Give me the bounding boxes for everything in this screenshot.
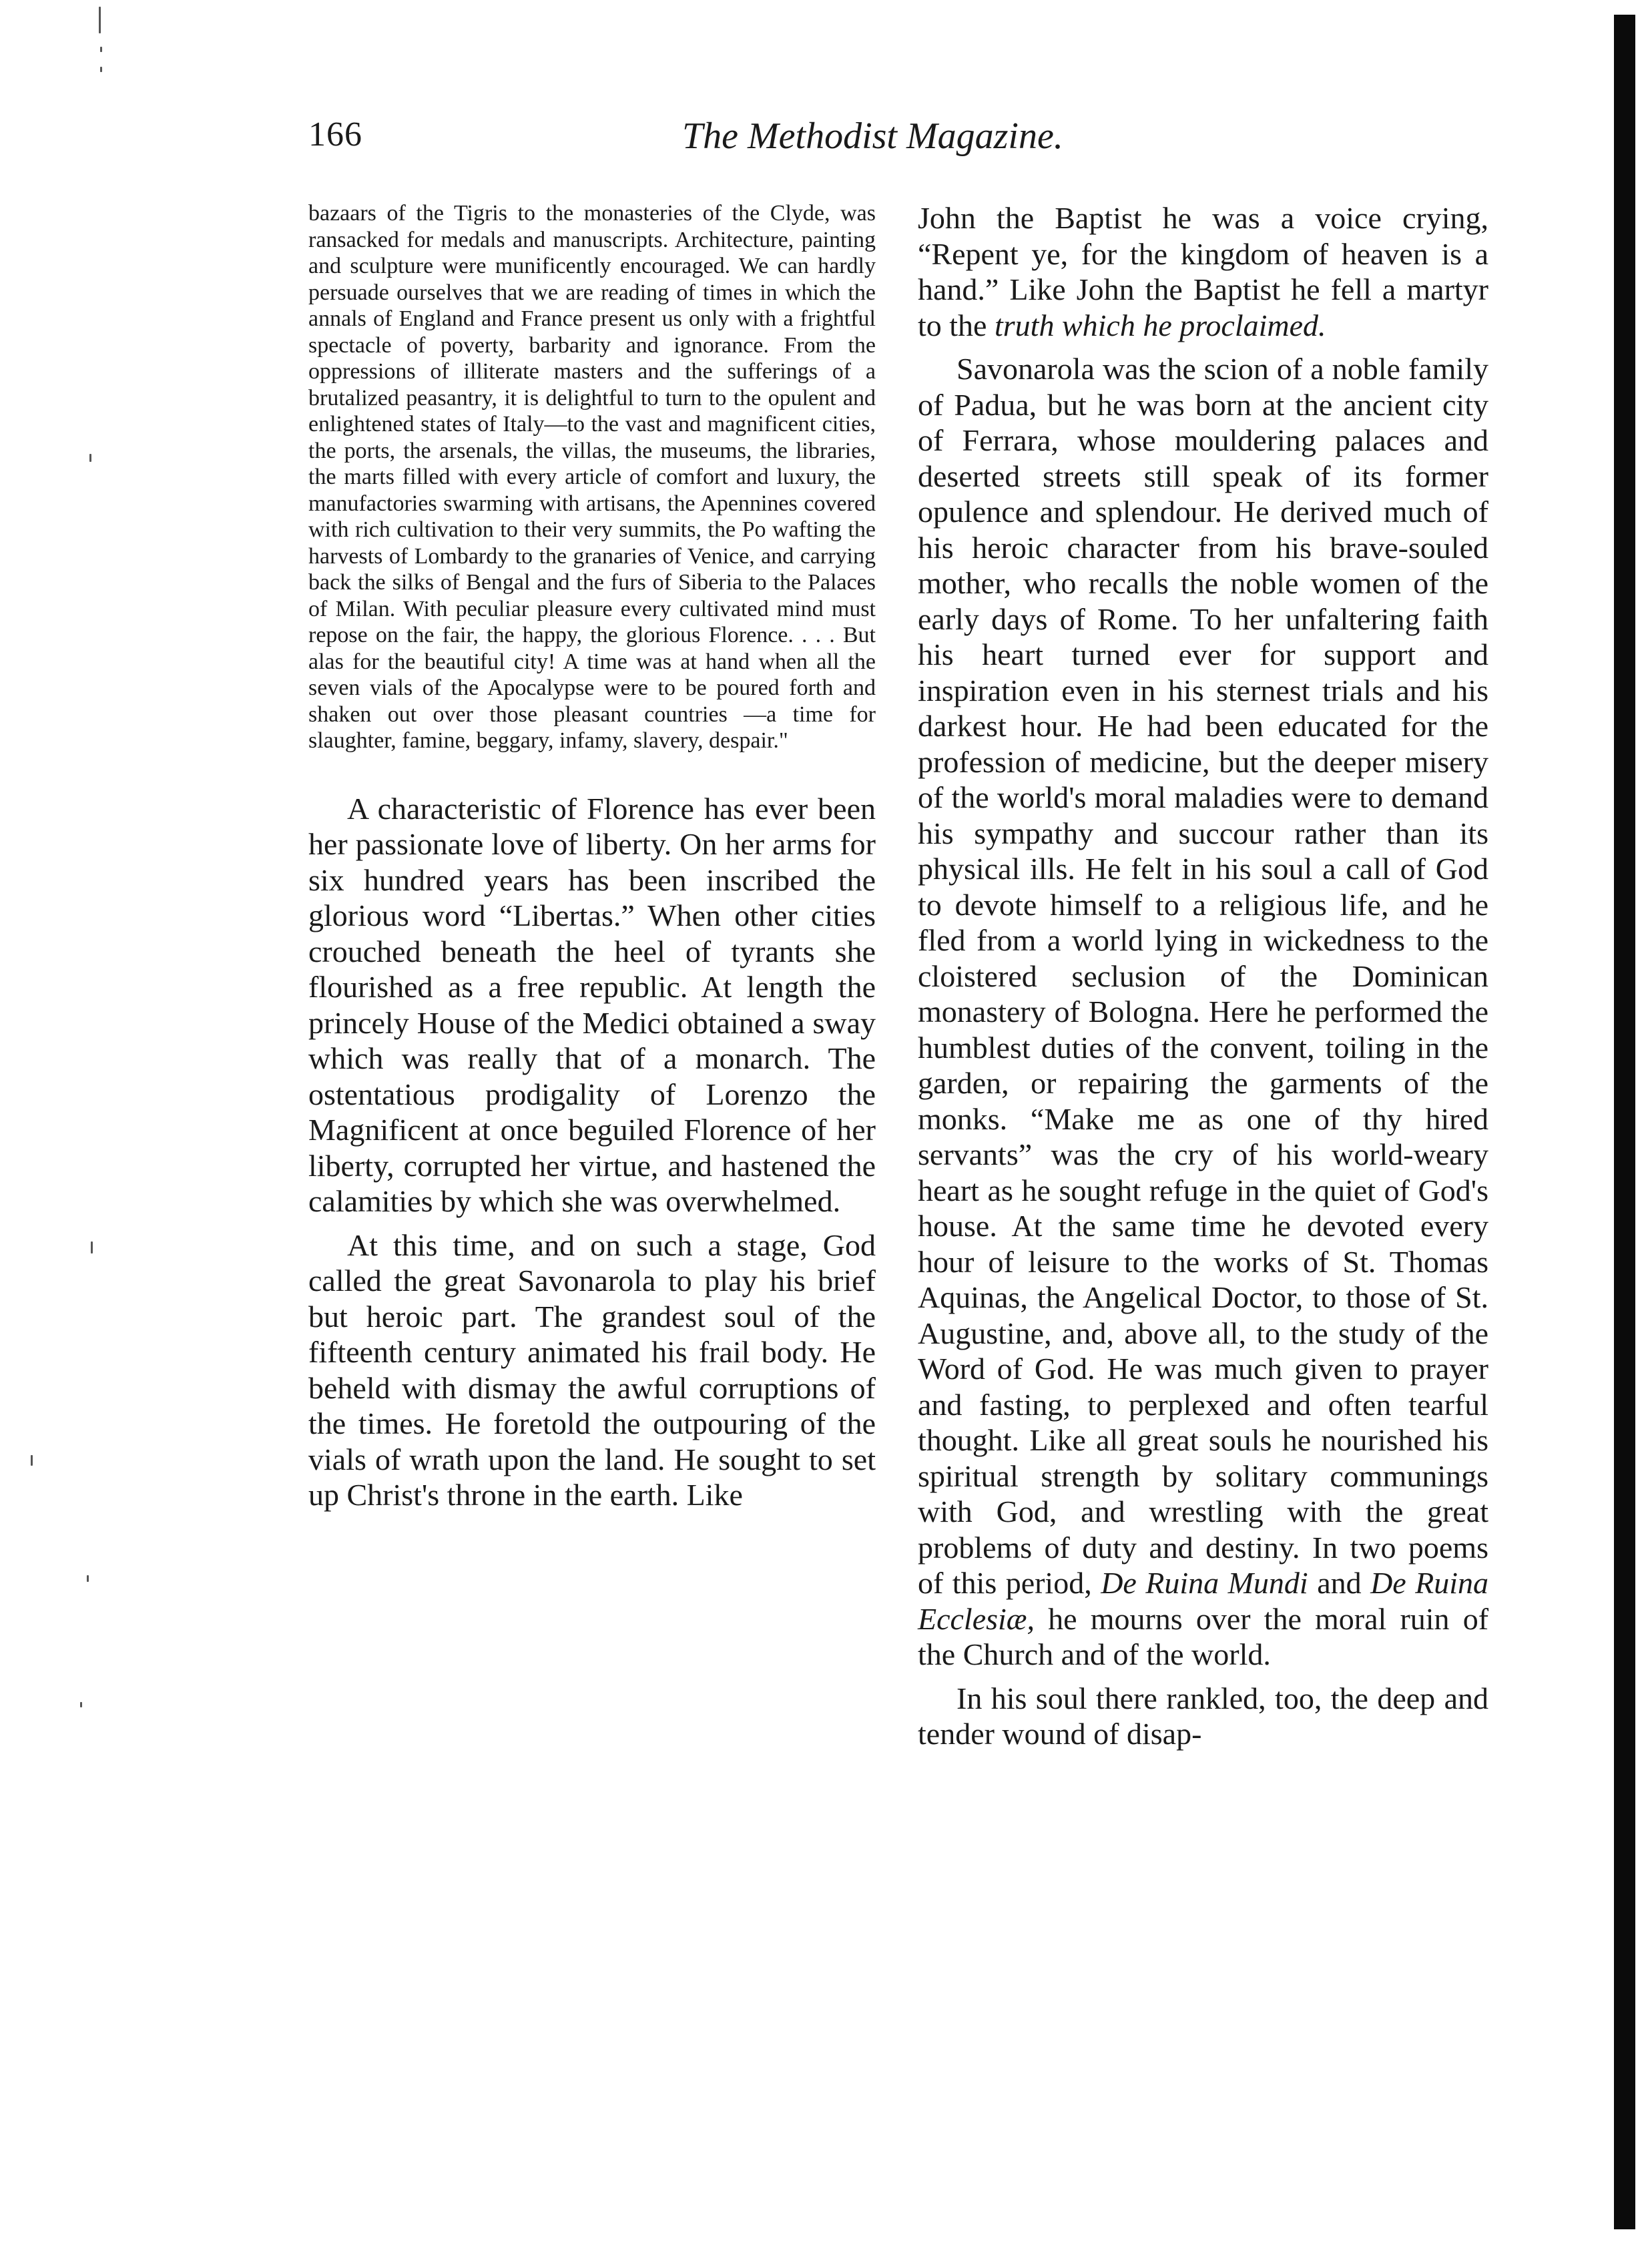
paragraph-text: John the Baptist he was a voice crying, “Repent ye, for the kingdom of heaven is a hand.” Like John the Baptist he fell a martyr to the [918,201,1488,342]
right-column [918,200,1488,1752]
scan-edge-shadow [1614,15,1635,2229]
paragraph-savonarola-stage: At this time, and on such a stage, God called the great Savonarola to play his brief but heroic part. The grandest soul of the fifteenth century animated his frail body. He beheld with dismay the awful corruptions of the times. He foretold the outpouring of the vials of wrath upon the land. He sought to set up Christ's throne in the earth. Like [308,1227,876,1512]
paragraph-text: Savonarola was the scion of a noble family of Padua, but he was born at the ancient city of Ferrara, whose mouldering palaces and deserted streets still speak of its former opulence and splendour. He derived much of his heroic character from his brave-souled mother, who recalls the noble women of the early days of Rome. To her unfaltering faith his heart turned ever for support and inspiration even in his sternest trials and his darkest hour. He had been educated for the profession of medicine, but the deeper misery of the world's moral maladies were to demand his sympathy and succour rather than its physical ills. He felt in his soul a call of God to devote himself to a religious life, and he fled from a world lying in wickedness to the cloistered seclusion of the Dominican monastery of Bologna. Here he performed the humblest duties of the convent, toiling in the garden, or repairing the garments of the monks. “Make me as one of thy hired servants” was the cry of his world-weary heart as he sought refuge in the quiet of God's house. At the same time he devoted every hour of leisure to the works of St. Thomas Aquinas, the Angelical Doctor, to those of St. Augustine, and, above all, to the study of the Word of God. He was much given to prayer and fasting, to perplexed and often tearful thought. Like all great souls he nourished his spiritual strength by solitary communings with God, and wrestling with the great problems of duty and destiny. In two poems of this period, [918,352,1488,1600]
page-number: 166 [308,115,362,154]
poem-title-de-ruina-ecclesiae: De Ruina Ecclesiæ, [918,1566,1489,1636]
block-quote: bazaars of the Tigris to the monasteries of the Clyde, was ransacked for medals and manuscripts. Architecture, painting and sculpture were munificently encouraged. We can hardly persuade ourselves that we are reading of times in which the annals of England and France present us only with a frightful spectacle of poverty, barbarity and ignorance. From the oppressions of illiterate masters and the sufferings of a brutalized peasantry, it is delightful to turn to the opulent and enlightened states of Italy—to the vast and magnificent cities, the ports, the arsenals, the villas, the museums, the libraries, the marts filled with every article of comfort and luxury, the manufactories swarming with artisans, the Apennines covered with rich cultivation to their very summits, the Po wafting the harvests of Lombardy to the granaries of Venice, and carrying back the silks of Bengal and the furs of Siberia to the Palaces of Milan. With peculiar pleasure every cultivated mind must repose on the fair, the happy, the glorious Florence. . . . But alas for the beautiful city! A time was at hand when all the seven vials of the Apocalypse were to be poured forth and shaken out over those pleasant countries —a time for slaughter, famine, beggary, infamy, slavery, despair." [308,201,876,753]
paragraph-text: he mourns over the moral ruin of the Church and of the world. [918,1601,1489,1671]
conjunction: and [1317,1566,1362,1600]
journal-title: The Methodist Magazine. [682,115,1063,157]
poem-title-de-ruina-mundi: De Ruina Mundi [1101,1566,1308,1600]
scan-margin-specks [0,0,133,2246]
paragraph-savonarola-biography [918,351,1488,1673]
paragraph-florence-liberty: A characteristic of Florence has ever been her passionate love of liberty. On her arms for six hundred years has been inscribed the glorious word “Libertas.” When other cities crouched beneath the heel of tyrants she flourished as a free republic. At length the princely House of the Medici obtained a sway which was really that of a monarch. The ostentatious prodigality of Lorenzo the Magnificent at once beguiled Florence of her liberty, corrupted her virtue, and hastened the calamities by which she was overwhelmed. [308,791,876,1218]
paragraph-wound-of-disappointment: In his soul there rankled, too, the deep and tender wound of disap- [918,1681,1488,1751]
paragraph-john-baptist [918,200,1488,343]
italic-phrase: truth which he proclaimed. [994,308,1326,342]
running-head [308,115,1143,168]
left-column [308,200,876,1513]
